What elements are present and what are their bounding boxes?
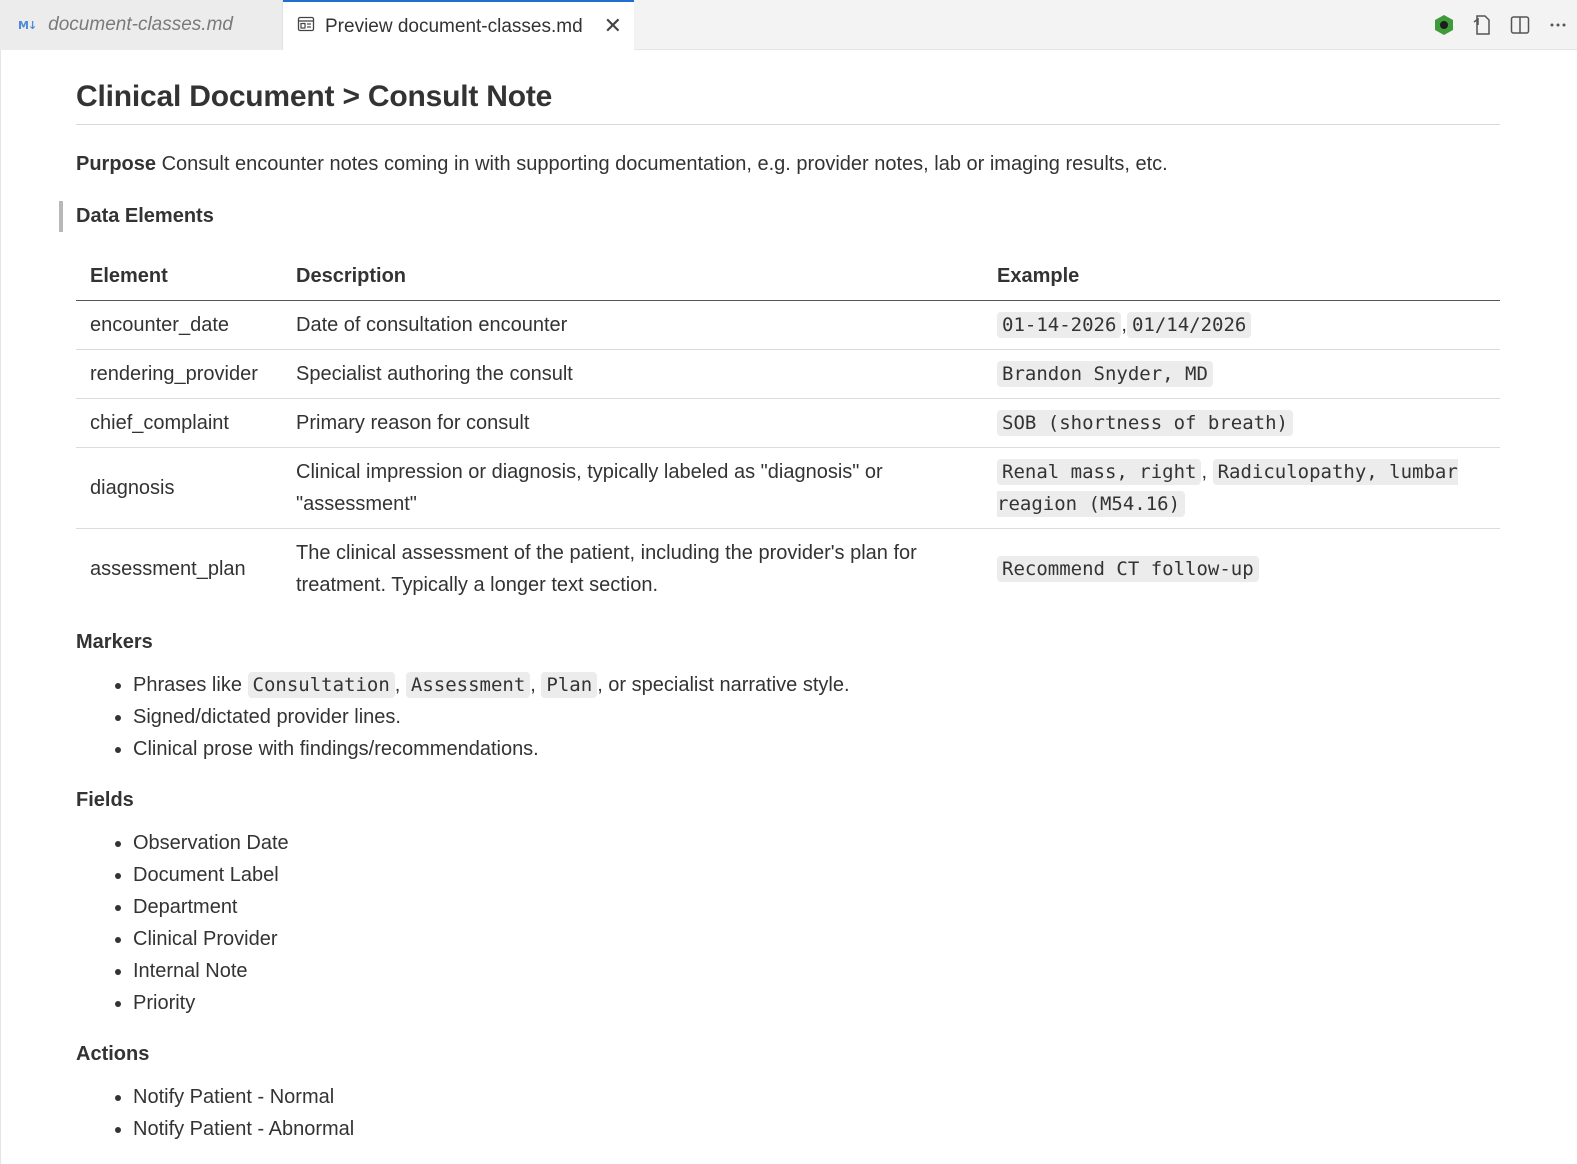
split-editor-icon[interactable] [1509,14,1531,36]
markdown-preview [76,50,1500,1145]
purpose-paragraph [76,149,1500,179]
actions-heading: Actions [76,1043,150,1065]
cell-description: The clinical assessment of the patient, including the provider's plan for treatment. Typically a longer text section. [296,542,917,596]
cell-element: rendering_provider [76,350,282,399]
more-icon[interactable] [1547,14,1569,36]
actions-list [76,1081,1500,1145]
marker-code: Assessment [406,672,530,698]
list-item: • Clinical Provider [133,923,1500,955]
tab-markdown-source[interactable] [0,0,283,50]
cell-description: Clinical impression or diagnosis, typically labeled as "diagnosis" or "assessment" [282,448,983,529]
marker-text: , or specialist narrative style. [597,674,850,696]
cell-description: Specialist authoring the consult [282,350,983,399]
shield-check-icon[interactable] [1433,14,1455,36]
example-code: Recommend CT follow-up [997,556,1259,582]
column-header-element: Element [76,257,282,301]
list-item: • Signed/dictated provider lines. [133,701,1500,733]
example-code: Renal mass, right [997,459,1201,485]
cell-example [983,448,1500,529]
cell-example [983,301,1500,350]
table-row [76,448,1500,529]
markers-list [76,669,1500,765]
cell-element: diagnosis [76,448,282,529]
marker-text: Phrases like [133,674,248,696]
editor-actions [1433,0,1569,50]
example-code: 01/14/2026 [1127,312,1251,338]
list-item: • Notify Patient - Abnormal [133,1113,1500,1145]
data-elements-heading: Data Elements [76,201,1500,231]
example-code: 01-14-2026 [997,312,1121,338]
list-item: • Department [133,891,1500,923]
markers-heading: Markers [76,631,153,653]
example-code: Radiculopathy, lumbar reagion (M54.16) [997,461,1458,515]
editor-left-border [0,50,1,1164]
example-separator: , [1201,461,1213,483]
markdown-icon: M↓ [18,18,37,32]
purpose-label: Purpose [76,153,157,175]
column-header-description: Description [282,257,983,301]
marker-code: Consultation [248,672,395,698]
cell-example [983,529,1500,610]
table-row [76,301,1500,350]
tab-label: document-classes.md [48,14,233,35]
table-row [76,399,1500,448]
list-item: • Document Label [133,859,1500,891]
editor-tab-bar [0,0,1577,50]
list-item: • Observation Date [133,827,1500,859]
fields-heading: Fields [76,789,134,811]
page-title: Clinical Document > Consult Note [76,50,1500,125]
data-elements-table [76,257,1500,609]
column-header-example: Example [983,257,1500,301]
cell-element: assessment_plan [90,558,246,580]
tab-label: Preview document-classes.md [325,15,583,37]
tab-preview[interactable] [283,0,634,51]
table-row [76,350,1500,399]
open-source-icon[interactable] [1471,14,1493,36]
list-item: • Internal Note [133,955,1500,987]
marker-code: Plan [541,672,597,698]
example-code: SOB (shortness of breath) [997,410,1293,436]
cell-example [983,399,1500,448]
list-item: • Priority [133,987,1500,1019]
preview-icon [297,15,315,38]
list-item: • Phrases like Consultation , Assessment , Plan , or specialist narrative style. [133,669,1500,701]
fields-list [76,827,1500,1019]
close-icon[interactable]: ✕ [603,13,622,39]
cell-description: Date of consultation encounter [282,301,983,350]
table-row [76,529,1500,610]
cell-element: chief_complaint [76,399,282,448]
table-header-row [76,257,1500,301]
purpose-text: Consult encounter notes coming in with supporting documentation, e.g. provider notes, lab or imaging results, etc. [156,153,1168,175]
list-item: • Notify Patient - Normal [133,1081,1500,1113]
example-separator: , [1121,314,1127,336]
list-item: • Clinical prose with findings/recommendations. [133,733,1500,765]
cell-description: Primary reason for consult [282,399,983,448]
cell-element: encounter_date [76,301,282,350]
cell-example [983,350,1500,399]
example-code: Brandon Snyder, MD [997,361,1213,387]
